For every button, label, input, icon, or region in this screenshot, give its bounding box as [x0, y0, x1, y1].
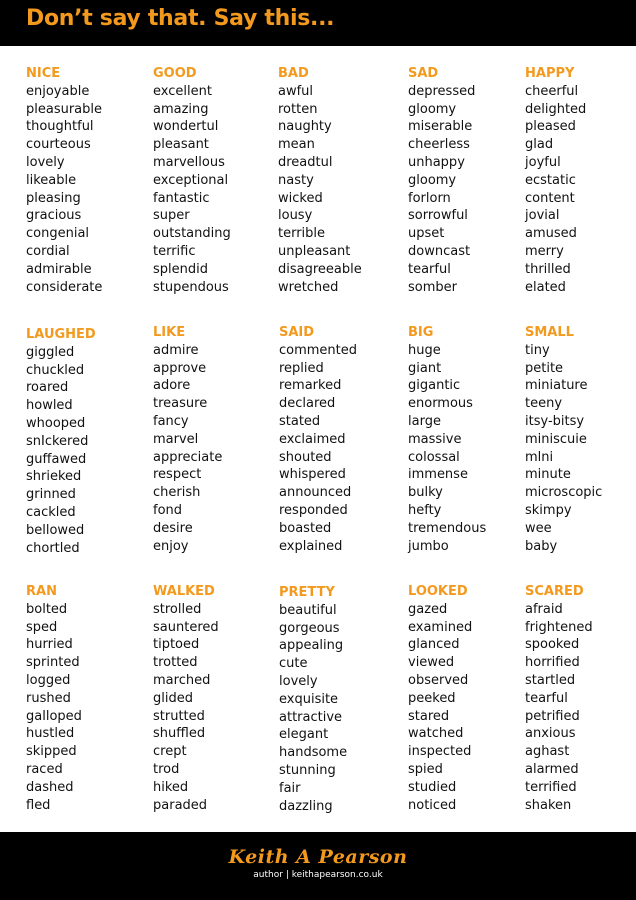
word-group-big	[408, 324, 538, 555]
word-item: horrified	[525, 655, 580, 671]
word-item: mean	[278, 137, 315, 153]
group-heading: SMALL	[525, 325, 574, 340]
word-item: large	[408, 413, 441, 429]
word-item: wee	[525, 520, 552, 536]
word-item: studied	[408, 779, 457, 795]
word-item: fond	[153, 502, 183, 518]
word-item: tearful	[408, 261, 451, 277]
group-heading: PRETTY	[279, 585, 335, 600]
word-item: fancy	[153, 413, 189, 429]
word-item: sauntered	[153, 619, 219, 635]
word-group-ran	[26, 583, 156, 814]
word-item: microscopic	[525, 485, 603, 501]
word-item: strolled	[153, 601, 202, 617]
word-group-small	[525, 324, 636, 555]
word-item: approve	[153, 360, 207, 376]
word-item: delighted	[525, 101, 587, 117]
word-item: respect	[153, 467, 202, 483]
word-item: lovely	[279, 673, 318, 689]
word-item: sorrowful	[408, 208, 468, 224]
word-item: pleasurable	[26, 101, 103, 117]
word-item: peeked	[408, 690, 456, 706]
word-item: thrilled	[525, 261, 571, 277]
word-item: rushed	[26, 690, 71, 706]
word-item: crept	[153, 744, 187, 760]
word-item: whooped	[26, 415, 86, 431]
word-item: upset	[408, 226, 445, 242]
word-item: tearful	[525, 690, 568, 706]
word-item: declared	[279, 396, 336, 412]
header-bar	[0, 0, 636, 46]
word-item: trod	[153, 761, 180, 777]
word-item: announced	[279, 485, 352, 501]
word-item: startled	[525, 672, 576, 688]
word-item: skipped	[26, 744, 77, 760]
word-item: gazed	[408, 601, 448, 617]
group-heading: BIG	[408, 325, 434, 340]
word-item: hiked	[153, 779, 189, 795]
word-item: glad	[525, 137, 554, 153]
footer-bar	[0, 832, 636, 900]
word-item: exclaimed	[279, 431, 346, 447]
word-item: responded	[279, 502, 348, 518]
word-item: dazzling	[279, 798, 333, 814]
word-item: content	[525, 190, 575, 206]
word-item: bellowed	[26, 522, 85, 538]
word-item: somber	[408, 279, 457, 295]
word-item: grinned	[26, 487, 76, 503]
word-item: marched	[153, 672, 211, 688]
word-group-looked	[408, 583, 538, 814]
word-item: noticed	[408, 797, 457, 813]
word-item: depressed	[408, 83, 476, 99]
word-item: appealing	[279, 638, 344, 654]
word-item: boasted	[279, 520, 332, 536]
word-item: amazing	[153, 101, 209, 117]
word-item: unpleasant	[278, 243, 351, 259]
word-item: strutted	[153, 708, 205, 724]
word-item: treasure	[153, 396, 208, 412]
word-item: guffawed	[26, 451, 87, 467]
word-item: marvellous	[153, 154, 225, 170]
word-item: awful	[278, 83, 314, 99]
word-item: mlni	[525, 449, 554, 465]
group-heading: HAPPY	[525, 66, 575, 81]
word-item: wondertul	[153, 119, 219, 135]
word-item: petite	[525, 360, 564, 376]
word-item: paraded	[153, 797, 208, 813]
word-item: bulky	[408, 485, 443, 501]
word-item: fled	[26, 797, 51, 813]
word-item: shaken	[525, 797, 572, 813]
word-item: super	[153, 208, 190, 224]
word-item: gorgeous	[279, 620, 340, 636]
word-item: stated	[279, 413, 321, 429]
word-item: observed	[408, 672, 469, 688]
word-item: stared	[408, 708, 450, 724]
word-item: sped	[26, 619, 58, 635]
word-item: commented	[279, 342, 358, 358]
word-item: terrified	[525, 779, 577, 795]
word-item: gigantic	[408, 378, 461, 394]
word-item: cherish	[153, 485, 201, 501]
word-item: spooked	[525, 637, 580, 653]
word-item: huge	[408, 342, 441, 358]
word-item: exquisite	[279, 691, 339, 707]
word-item: tiny	[525, 342, 550, 358]
word-item: chuckled	[26, 362, 85, 378]
word-group-like	[153, 324, 283, 555]
word-item: forlorn	[408, 190, 451, 206]
word-item: gloomy	[408, 101, 457, 117]
word-item: sprinted	[26, 655, 80, 671]
word-item: jovial	[525, 208, 560, 224]
group-heading: RAN	[26, 584, 57, 599]
word-item: terrific	[153, 243, 196, 259]
word-item: elated	[525, 279, 566, 295]
group-heading: LAUGHED	[26, 327, 96, 342]
word-item: shouted	[279, 449, 332, 465]
group-heading: SCARED	[525, 584, 584, 599]
word-item: chortled	[26, 540, 80, 556]
word-item: bolted	[26, 601, 68, 617]
word-item: colossal	[408, 449, 460, 465]
word-item: aghast	[525, 744, 570, 760]
word-item: glanced	[408, 637, 460, 653]
word-item: handsome	[279, 745, 348, 761]
word-item: enormous	[408, 396, 473, 412]
word-item: watched	[408, 726, 464, 742]
word-item: replied	[279, 360, 324, 376]
word-item: roared	[26, 380, 69, 396]
word-item: remarked	[279, 378, 342, 394]
word-item: petrified	[525, 708, 580, 724]
word-item: considerate	[26, 279, 103, 295]
word-item: congenial	[26, 226, 90, 242]
word-item: pleased	[525, 119, 576, 135]
author-signature: Keith A Pearson	[228, 846, 408, 868]
word-item: appreciate	[153, 449, 223, 465]
word-item: tiptoed	[153, 637, 200, 653]
word-item: wicked	[278, 190, 323, 206]
group-heading: GOOD	[153, 66, 197, 81]
word-item: outstanding	[153, 226, 231, 242]
word-item: stunning	[279, 762, 336, 778]
word-item: pleasing	[26, 190, 81, 206]
word-item: glided	[153, 690, 193, 706]
word-item: tremendous	[408, 520, 487, 536]
group-heading: SAD	[408, 66, 439, 81]
word-item: trotted	[153, 655, 198, 671]
word-item: gracious	[26, 208, 82, 224]
word-group-bad	[278, 65, 408, 296]
word-group-laughed	[26, 326, 156, 557]
word-item: fantastic	[153, 190, 210, 206]
word-item: frightened	[525, 619, 593, 635]
word-item: ecstatic	[525, 172, 576, 188]
word-item: baby	[525, 538, 558, 554]
word-item: thoughtful	[26, 119, 94, 135]
word-group-good	[153, 65, 283, 296]
word-item: raced	[26, 761, 63, 777]
word-item: beautiful	[279, 602, 337, 618]
word-item: gloomy	[408, 172, 457, 188]
word-item: miniature	[525, 378, 588, 394]
word-item: spied	[408, 761, 443, 777]
word-item: inspected	[408, 744, 472, 760]
word-item: fair	[279, 780, 301, 796]
group-heading: LOOKED	[408, 584, 468, 599]
word-group-scared	[525, 583, 636, 814]
word-item: likeable	[26, 172, 77, 188]
word-item: rotten	[278, 101, 318, 117]
word-item: exceptional	[153, 172, 229, 188]
word-item: hefty	[408, 502, 442, 518]
page-title: Don’t say that. Say this...	[26, 6, 335, 31]
word-item: attractive	[279, 709, 343, 725]
word-item: massive	[408, 431, 462, 447]
word-item: admirable	[26, 261, 92, 277]
author-tagline: author | keithapearson.co.uk	[253, 870, 383, 880]
word-item: miserable	[408, 119, 473, 135]
word-item: pleasant	[153, 137, 209, 153]
word-item: minute	[525, 467, 571, 483]
word-item: viewed	[408, 655, 455, 671]
word-item: explained	[279, 538, 343, 554]
word-group-happy	[525, 65, 636, 296]
word-item: lousy	[278, 208, 313, 224]
word-item: cackled	[26, 504, 76, 520]
word-item: excellent	[153, 83, 212, 99]
word-item: teeny	[525, 396, 563, 412]
word-item: anxious	[525, 726, 576, 742]
word-grid	[0, 46, 636, 832]
word-item: afraid	[525, 601, 563, 617]
word-item: wretched	[278, 279, 339, 295]
word-item: hurried	[26, 637, 73, 653]
word-item: cheerless	[408, 137, 470, 153]
word-item: cute	[279, 656, 308, 672]
word-item: lovely	[26, 154, 65, 170]
word-item: alarmed	[525, 761, 579, 777]
word-item: admire	[153, 342, 199, 358]
word-item: enjoy	[153, 538, 189, 554]
word-item: terrible	[278, 226, 326, 242]
word-item: whispered	[279, 467, 346, 483]
word-item: jumbo	[408, 538, 449, 554]
word-item: unhappy	[408, 154, 465, 170]
group-heading: LIKE	[153, 325, 186, 340]
group-heading: BAD	[278, 66, 309, 81]
word-item: galloped	[26, 708, 82, 724]
word-item: shrieked	[26, 469, 82, 485]
word-item: amused	[525, 226, 577, 242]
word-item: elegant	[279, 727, 329, 743]
word-item: joyful	[525, 154, 561, 170]
word-item: logged	[26, 672, 71, 688]
word-group-nice	[26, 65, 156, 296]
word-item: marvel	[153, 431, 199, 447]
word-item: courteous	[26, 137, 91, 153]
word-item: miniscuie	[525, 431, 587, 447]
word-item: giggled	[26, 344, 75, 360]
word-item: hustled	[26, 726, 75, 742]
word-item: nasty	[278, 172, 314, 188]
word-item: merry	[525, 243, 564, 259]
word-item: snIckered	[26, 433, 89, 449]
word-item: splendid	[153, 261, 208, 277]
word-group-sad	[408, 65, 538, 296]
word-item: examined	[408, 619, 473, 635]
word-item: dreadtul	[278, 154, 333, 170]
group-heading: WALKED	[153, 584, 215, 599]
word-item: howled	[26, 398, 73, 414]
word-item: naughty	[278, 119, 332, 135]
word-item: desire	[153, 520, 193, 536]
word-group-pretty	[279, 584, 409, 815]
word-item: shuffled	[153, 726, 206, 742]
word-item: cordial	[26, 243, 70, 259]
word-item: stupendous	[153, 279, 229, 295]
word-item: dashed	[26, 779, 74, 795]
group-heading: SAID	[279, 325, 315, 340]
word-item: enjoyable	[26, 83, 90, 99]
word-item: cheerful	[525, 83, 579, 99]
word-item: itsy-bitsy	[525, 413, 585, 429]
word-item: skimpy	[525, 502, 572, 518]
word-item: adore	[153, 378, 191, 394]
word-item: giant	[408, 360, 442, 376]
word-group-said	[279, 324, 409, 555]
word-item: disagreeable	[278, 261, 362, 277]
word-item: immense	[408, 467, 468, 483]
group-heading: NICE	[26, 66, 61, 81]
word-group-walked	[153, 583, 283, 814]
word-item: downcast	[408, 243, 471, 259]
